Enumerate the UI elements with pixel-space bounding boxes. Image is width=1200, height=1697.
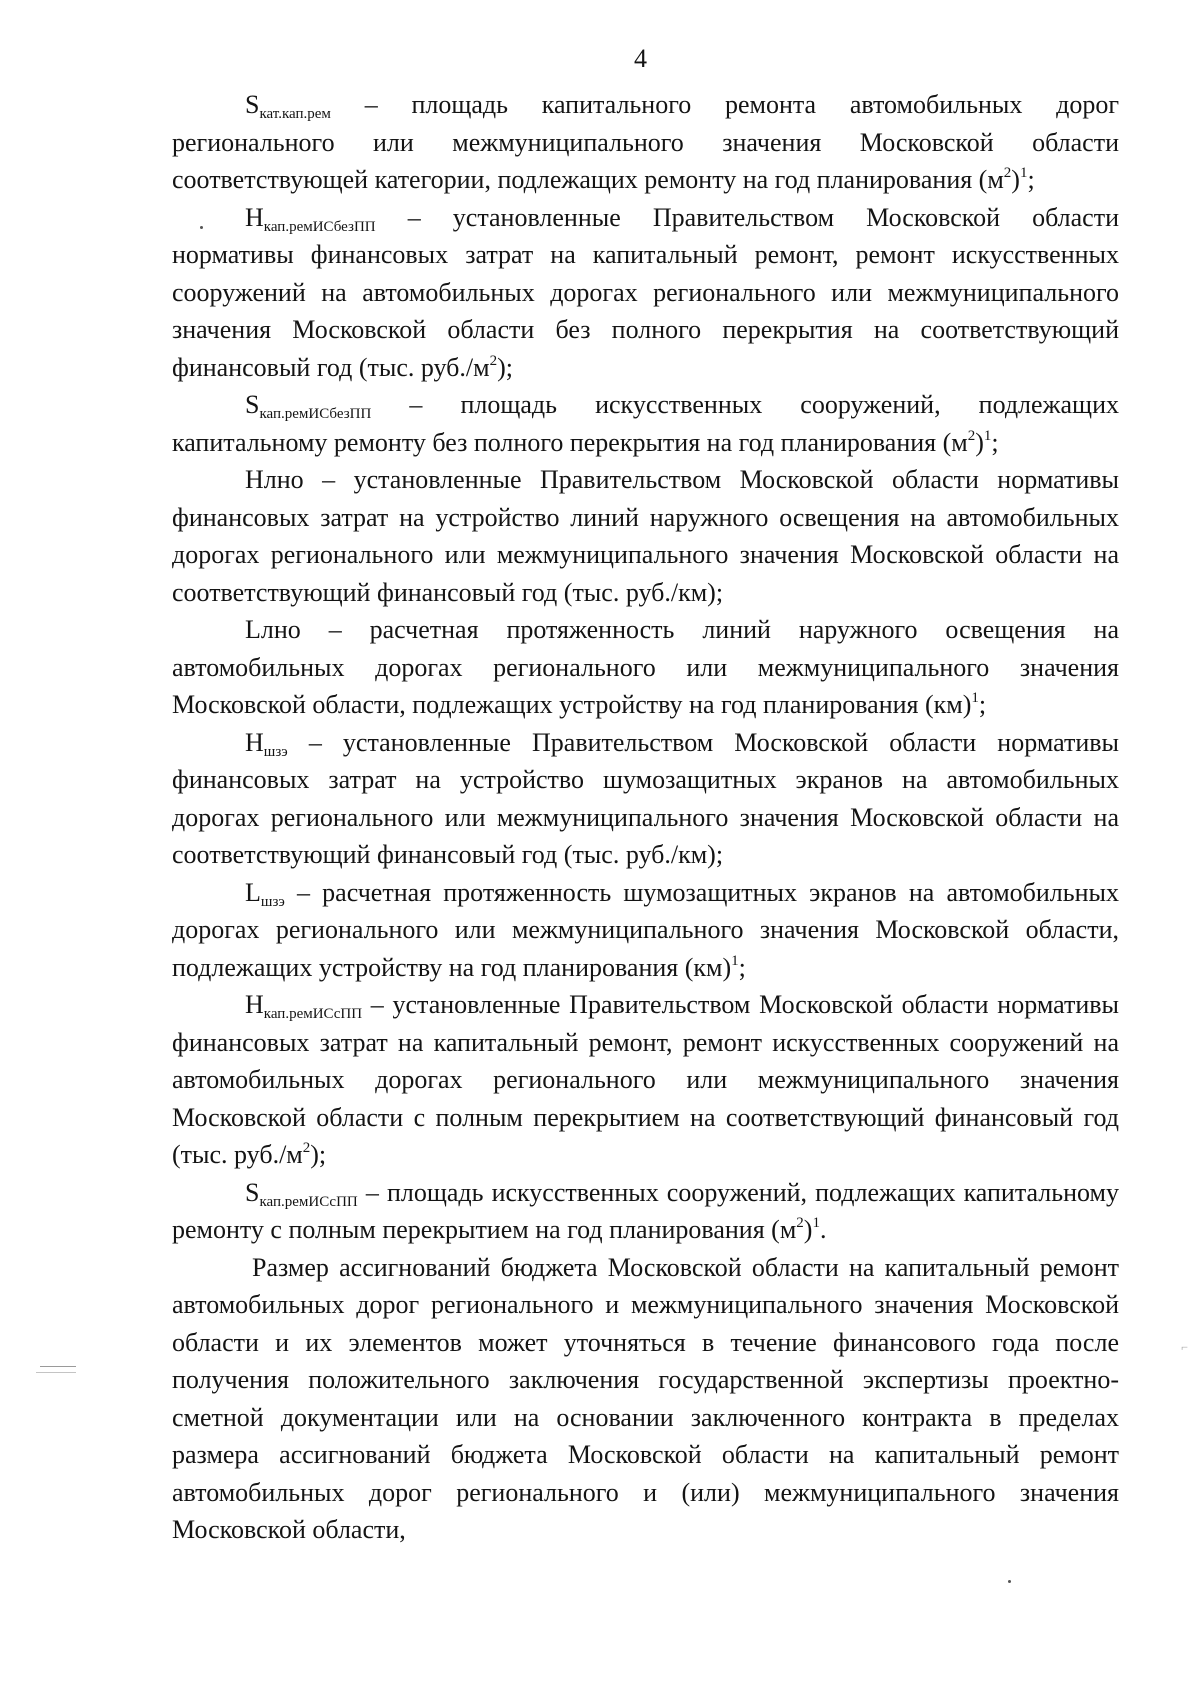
punctuation: . bbox=[819, 1215, 827, 1244]
symbol: Lлно bbox=[245, 615, 301, 644]
unit-superscript: 2 bbox=[302, 1140, 311, 1156]
symbol-subscript: кат.кап.рем bbox=[259, 106, 331, 122]
symbol-subscript: кап.ремИСбезПП bbox=[263, 218, 376, 235]
definition-paragraph bbox=[172, 611, 1119, 724]
unit-superscript: 2 bbox=[1003, 165, 1012, 181]
footnote-mark: 1 bbox=[971, 690, 979, 706]
symbol: Нлно bbox=[245, 465, 304, 494]
footnote-mark: 1 bbox=[983, 427, 992, 444]
definition-text: – площадь капитального ремонта автомобильных дорог регионального или межмуниципального значения Московской области соответствующей категории, подлежащих ремонту на год планирования (м bbox=[172, 90, 1119, 194]
symbol-subscript: кап.ремИСбезПП bbox=[259, 406, 372, 422]
definition-text: – установленные Правительством Московской области нормативы финансовых затрат на капитальный ремонт, ремонт искусственных сооружений на автомобильных дорогах регионального или межмуниципального значения Московской области с полным перекрытием на соответствующий финансовый год (тыс. руб./м bbox=[172, 990, 1119, 1169]
definition-paragraph bbox=[172, 724, 1119, 874]
margin-scan-line bbox=[40, 1366, 76, 1367]
document-body bbox=[172, 86, 1119, 1549]
definition-paragraph bbox=[172, 461, 1119, 611]
unit-superscript: 2 bbox=[796, 1215, 804, 1231]
definition-paragraph bbox=[172, 1174, 1119, 1249]
punctuation: ; bbox=[978, 690, 987, 719]
unit-superscript: 2 bbox=[489, 352, 498, 369]
definition-paragraph bbox=[172, 874, 1119, 987]
definition-text: – расчетная протяженность линий наружного освещения на автомобильных дорогах регионального или межмуниципального значения Московской области, подлежащих устройству на год планирования (км) bbox=[172, 615, 1119, 719]
footnote-mark: 1 bbox=[812, 1215, 820, 1231]
symbol: S bbox=[245, 90, 260, 119]
scan-speck bbox=[200, 226, 203, 229]
margin-scan-line bbox=[36, 1372, 76, 1373]
page-number: 4 bbox=[634, 44, 647, 73]
body-paragraph: Размер ассигнований бюджета Московской области на капитальный ремонт автомобильных дорог регионального и межмуниципального значения Московской области и их элементов может уточняться в течение финансового года после получения положительного заключения государственной экспертизы проектно-сметной документации или на основании заключенного контракта в пределах размера ассигнований бюджета Московской области на капитальный ремонт автомобильных дорог регионального и (или) межмуниципального значения Московской области, bbox=[172, 1252, 1119, 1544]
definition-paragraph bbox=[172, 386, 1119, 461]
definition-text: – установленные Правительством Московской области нормативы финансовых затрат на устройство шумозащитных экранов на автомобильных дорогах регионального или межмуниципального значения Московской области на соответствующий финансовый год (тыс. руб./км); bbox=[172, 727, 1119, 869]
punctuation: ) bbox=[803, 1215, 813, 1244]
symbol-subscript: кап.ремИСсПП bbox=[263, 1006, 363, 1022]
punctuation: ) bbox=[975, 427, 984, 457]
definition-text: – расчетная протяженность шумозащитных экранов на автомобильных дорогах регионального или межмуниципального значения Московской области, подлежащих устройству на год планирования (км) bbox=[172, 877, 1119, 982]
definition-paragraph bbox=[172, 86, 1119, 199]
symbol-subscript: шзэ bbox=[263, 743, 288, 760]
symbol: S bbox=[245, 390, 260, 419]
definition-paragraph bbox=[172, 986, 1119, 1174]
symbol: Н bbox=[245, 727, 264, 757]
definition-text: – установленные Правительством Московской области нормативы финансовых затрат на устройство линий наружного освещения на автомобильных дорогах регионального или межмуниципального значения Московской области на соответствующий финансовый год (тыс. руб./км); bbox=[172, 465, 1119, 607]
punctuation: ; bbox=[991, 427, 999, 457]
symbol: L bbox=[245, 877, 261, 907]
symbol-subscript: кап.ремИСсПП bbox=[259, 1193, 358, 1210]
footnote-mark: 1 bbox=[731, 952, 739, 969]
symbol: S bbox=[245, 1177, 260, 1207]
punctuation: ; bbox=[738, 952, 746, 982]
footnote-mark: 1 bbox=[1019, 165, 1028, 181]
definition-text: – площадь искусственных сооружений, подлежащих капитальному ремонту с полным перекрытием на год планирования (м bbox=[172, 1177, 1119, 1244]
punctuation: ); bbox=[310, 1140, 327, 1169]
punctuation: ) bbox=[1011, 165, 1020, 194]
unit-superscript: 2 bbox=[967, 427, 976, 444]
scan-speck bbox=[1008, 1580, 1011, 1583]
definition-paragraph bbox=[172, 199, 1119, 387]
margin-scan-mark: ⌐ bbox=[1181, 1340, 1188, 1354]
definition-text: – площадь искусственных сооружений, подлежащих капитальному ремонту без полного перекрытия на год планирования (м bbox=[172, 390, 1119, 457]
symbol-subscript: шзэ bbox=[260, 893, 285, 910]
punctuation: ); bbox=[497, 352, 513, 382]
symbol: Н bbox=[245, 990, 264, 1019]
punctuation: ; bbox=[1027, 165, 1035, 194]
definition-text: – установленные Правительством Московской области нормативы финансовых затрат на капитальный ремонт, ремонт искусственных сооружений на автомобильных дорогах регионального или межмуниципального значения Московской области без полного перекрытия на соответствующий финансовый год (тыс. руб./м bbox=[172, 202, 1119, 382]
symbol: Н bbox=[245, 202, 264, 232]
